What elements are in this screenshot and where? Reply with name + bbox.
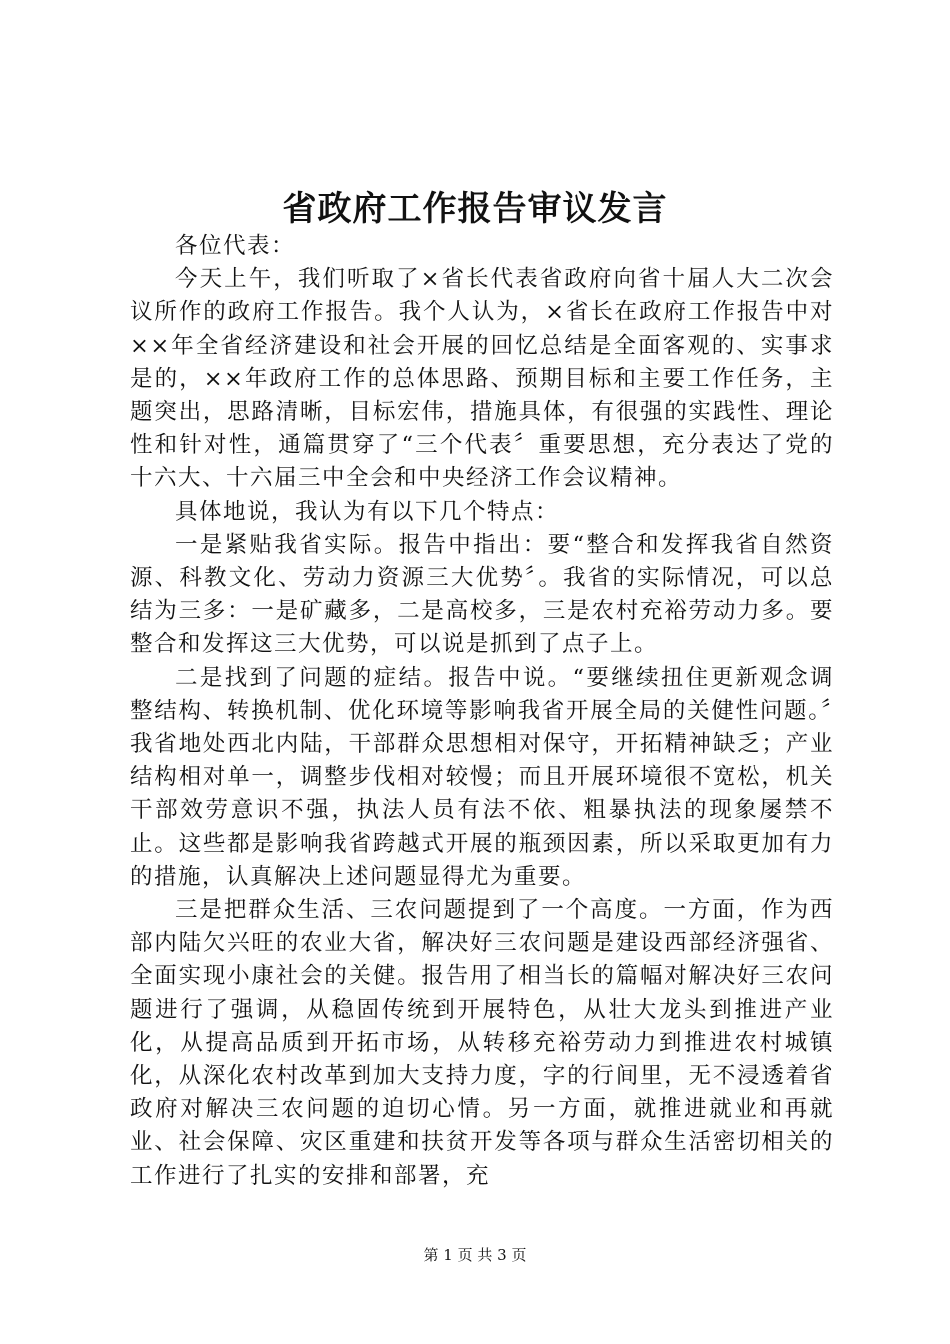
paragraph-point-two: 二是找到了问题的症结。报告中说。“要继续扭住更新观念调整结构、转换机制、优化环境等影响我省开展全局的关健性问题。〞我省地处西北内陆，干部群众思想相对保守，开拓精神缺乏；产业结构相对单一，调整步伐相对较慢；而且开展环境很不宽松，机关干部效劳意识不强，执法人员有法不依、粗暴执法的现象屡禁不止。这些都是影响我省跨越式开展的瓶颈因素，所以采取更加有力的措施，认真解决上述问题显得尤为重要。 (130, 664, 834, 890)
paragraph-intro: 今天上午，我们听取了×省长代表省政府向省十届人大二次会议所作的政府工作报告。我个人认为，×省长在政府工作报告中对××年全省经济建设和社会开展的回忆总结是全面客观的、实事求是的，××年政府工作的总体思路、预期目标和主要工作任务，主题突出，思路清晰，目标宏伟，措施具体，有很强的实践性、理论性和针对性，通篇贯穿了“三个代表〞重要思想，充分表达了党的十六大、十六届三中全会和中央经济工作会议精神。 (130, 266, 834, 492)
paragraph-salutation: 各位代表： (175, 233, 296, 259)
paragraph-point-three: 三是把群众生活、三农问题提到了一个高度。一方面，作为西部内陆欠兴旺的农业大省，解决好三农问题是建设西部经济强省、全面实现小康社会的关健。报告用了相当长的篇幅对解决好三农问题进行了强调，从稳固传统到开展特色，从壮大龙头到推进产业化，从提高品质到开拓市场，从转移充裕劳动力到推进农村城镇化，从深化农村改革到加大支持力度，字的行间里，无不浸透着省政府对解决三农问题的迫切心情。另一方面，就推进就业和再就业、社会保障、灾区重建和扶贫开发等各项与群众生活密切相关的工作进行了扎实的安排和部署，充 (130, 897, 834, 1189)
document-body (130, 230, 834, 1193)
page-number-footer: 第 1 页 共 3 页 (423, 1246, 527, 1264)
paragraph-point-one: 一是紧贴我省实际。报告中指出：要“整合和发挥我省自然资源、科教文化、劳动力资源三大优势〞。我省的实际情况，可以总结为三多：一是矿藏多，二是高校多，三是农村充裕劳动力多。要整合和发挥这三大优势，可以说是抓到了点子上。 (130, 531, 834, 658)
document-title: 省政府工作报告审议发言 (282, 189, 668, 229)
paragraph-features-lead: 具体地说，我认为有以下几个特点： (175, 498, 560, 525)
